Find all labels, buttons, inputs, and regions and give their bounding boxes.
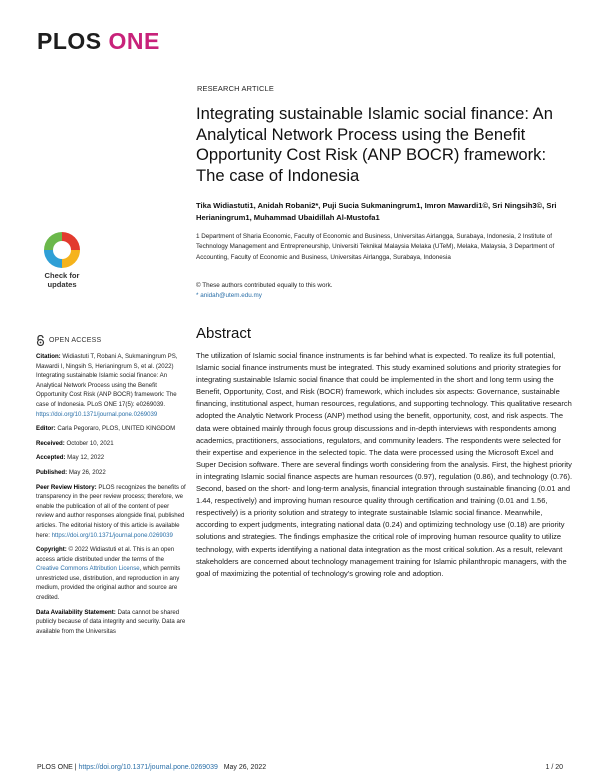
editor-block [36, 424, 186, 434]
citation-doi-link[interactable]: https://doi.org/10.1371/journal.pone.0269039 [36, 410, 158, 418]
received-label: Received: [36, 439, 65, 447]
editor-text: Carla Pegoraro, PLOS, UNITED KINGDOM [57, 425, 176, 433]
accepted-label: Accepted: [36, 454, 66, 462]
accepted-date: May 12, 2022 [67, 454, 105, 462]
peer-review-block [36, 483, 186, 541]
open-access-indicator [36, 335, 101, 346]
abstract-text: The utilization of Islamic social finance instruments is far behind what is expected. To realize its full potential, Islamic social finance instruments must be integrated. This study examined solutions and priority strategies for integrating sustainable Islamic social finance that could be implemented in the short and long term using the Benefit, Opportunity, Cost, and Risk (BOCR) framework, which includes six aspects: Governance, sustainable financing, institutional aspect, human resources, regulations, and supporting technology. This qualitative research adopted the Analytic Network Process (ANP) method using the benefit, opportunity, cost, and risk aspects. The data were obtained mainly through focus group discussions and in-depth interviews with respondents among academics, practitioners, associations, regulators, and community leaders. The respondents were selected for their expertise and experience in the selected topic. The data were processed using the Microsoft Excel and Super Decision software. There are several findings worth considering from the analysis. First, the highest priority in integrating Islamic social finance aspects are human resources (0.97), regulation (0.86), and technology (0.76). Second, based on the short- and long-term analysis, financial integration through sustainable financing (0.01 and 1.44, respectively) and improving human resource quality through certification and training (0.01 and 1.56, respectively) is a priority solution and strategy to integrate sustainable Islamic social finance. Meanwhile, according to expert judgments, integrating national data (0.24) and optimizing technology use (0.18) are priority solutions and strategies. The findings emphasize the critical role of improving human resource quality to utilize technology, with experts identifying a national data integration as the most critical solution. As a result, relevant stakeholders are concerned about technology management training for Islamic philanthropic managers, with the goal of maximizing the potential of technology's growing role and adoption. [196, 351, 573, 578]
copyright-text: © 2022 Widiastuti et al. This is an open access article distributed under the terms of the [36, 546, 175, 563]
citation-label: Citation: [36, 353, 61, 360]
affiliations: 1 Department of Sharia Economic, Faculty of Economic and Business, Universitas Airlangga, Surabaya, Indonesia, 2 Institute of Technology Management and Entrepreneurship, Universiti Teknikal Malaysia Melaka (UTeM), Melaka, Malaysia, 3 Department of Accounting, Faculty of Economic and Business, Universitas Airlangga, Surabaya, Indonesia [196, 233, 555, 261]
author-notes [196, 281, 576, 302]
open-access-lock-icon [36, 335, 45, 346]
editor-label: Editor: [36, 425, 56, 433]
data-availability-text: Data cannot be shared publicly because of data integrity and security. Data are available from the Universitas [36, 608, 186, 635]
logo-plos: PLOS [37, 28, 102, 54]
article-title: Integrating sustainable Islamic social finance: An Analytical Network Process using the Benefit Opportunity Cost Risk (ANP BOCR) framework: The case of Indonesia [196, 104, 553, 185]
footer-doi-link[interactable]: https://doi.org/10.1371/journal.pone.0269039 [78, 764, 218, 771]
peer-review-text: PLOS recognizes the benefits of transparency in the peer review process; therefore, we enable the publication of all of the content of peer review and author responses alongside final, published articles. The editorial history of this article is available here: [36, 483, 186, 539]
published-label: Published: [36, 468, 68, 476]
corresponding-email-link[interactable]: * anidah@utem.edu.my [196, 292, 262, 300]
copyright-text-end: , which permits unrestricted use, distribution, and reproduction in any medium, provided the original author and source are credited. [36, 565, 181, 602]
published-block [36, 468, 186, 478]
received-date: October 10, 2021 [66, 439, 114, 447]
check-for-updates-label: Check for updates [44, 271, 80, 289]
logo-one: ONE [108, 28, 160, 54]
data-availability-block [36, 608, 186, 637]
page-number: 1 / 20 [545, 764, 563, 771]
page-footer [37, 764, 563, 771]
footer-separator: | [72, 764, 79, 771]
equal-contribution-note: © These authors contributed equally to this work. [196, 282, 333, 289]
author-list: Tika Widiastuti1, Anidah Robani2*, Puji Sucia Sukmaningrum1, Imron Mawardi1©, Sri Ningsih3©, Sri Herianingrum1, Muhammad Ubaidillah Al-Mustofa1 [196, 201, 557, 222]
footer-journal: PLOS ONE [37, 764, 73, 771]
copyright-block [36, 545, 186, 603]
received-block [36, 439, 186, 449]
check-for-updates-badge[interactable] [36, 232, 88, 294]
check-for-updates-icon [44, 232, 80, 268]
accepted-block [36, 453, 186, 463]
data-availability-label: Data Availability Statement: [36, 608, 116, 616]
peer-review-label: Peer Review History: [36, 483, 97, 491]
journal-logo[interactable] [37, 28, 160, 55]
license-link[interactable]: Creative Commons Attribution License [36, 565, 140, 573]
copyright-label: Copyright: [36, 546, 67, 554]
citation-text: Widiastuti T, Robani A, Sukmaningrum PS, Mawardi I, Ningsih S, Herianingrum S, et al. (2022) Integrating sustainable Islamic social finance: An Analytical Network Process using the Benefit Opportunity Cost Risk (ANP BOCR) framework: The case of Indonesia. PLoS ONE 17(5): e0269039. [36, 353, 178, 408]
footer-date: May 26, 2022 [223, 764, 267, 771]
published-date: May 26, 2022 [68, 468, 106, 476]
abstract-heading: Abstract [196, 325, 252, 342]
article-type: RESEARCH ARTICLE [197, 84, 274, 93]
article-metadata [36, 352, 186, 641]
peer-review-link[interactable]: https://doi.org/10.1371/journal.pone.0269039 [51, 531, 173, 539]
open-access-label: OPEN ACCESS [49, 337, 102, 344]
citation-block [36, 352, 186, 419]
